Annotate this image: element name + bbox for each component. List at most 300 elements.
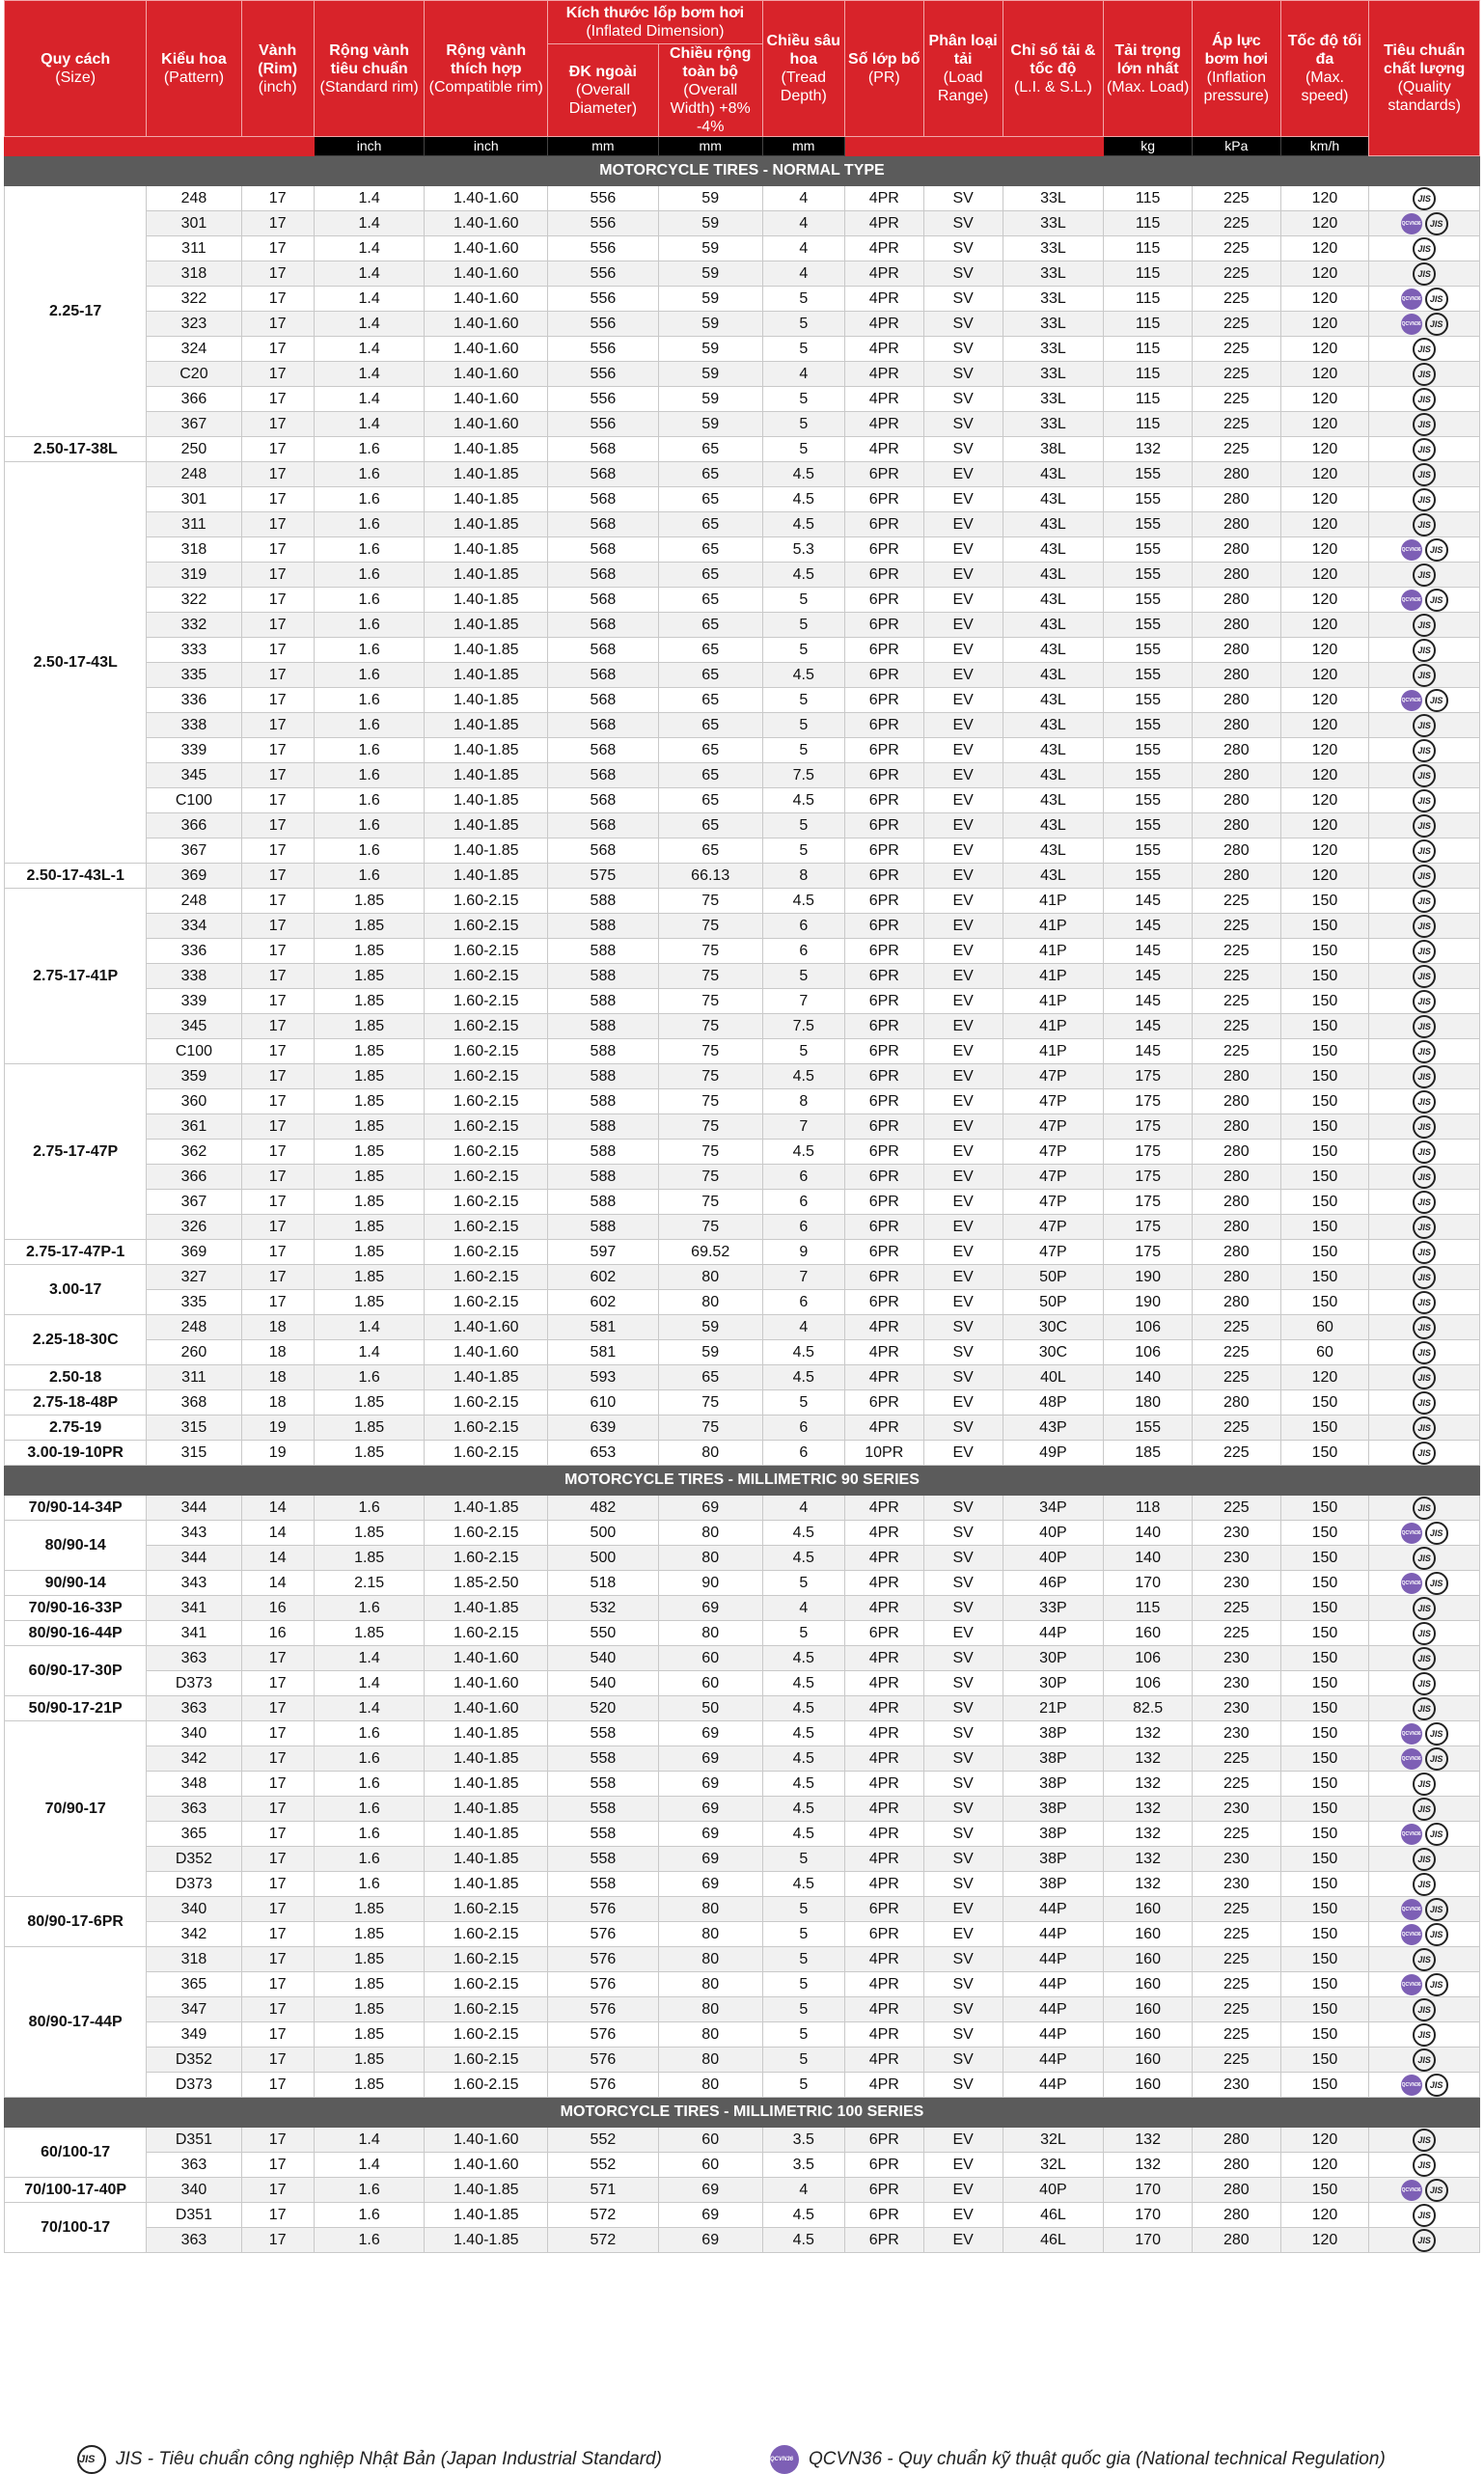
max-speed-cell: 120 <box>1280 236 1369 261</box>
li-sl-cell: 50P <box>1003 1290 1104 1315</box>
compatible-rim-cell: 1.40-1.85 <box>425 763 548 788</box>
rim-cell: 17 <box>241 1215 314 1240</box>
compatible-rim-cell: 1.60-2.15 <box>425 1997 548 2022</box>
tread-depth-cell: 4.5 <box>762 563 844 588</box>
standard-rim-cell: 1.4 <box>314 412 425 437</box>
qcvn-badge-icon: QCVN36 <box>1401 213 1422 234</box>
overall-width-cell: 59 <box>658 412 762 437</box>
ply-cell: 4PR <box>844 1972 923 1997</box>
table-row <box>5 236 1480 261</box>
overall-diameter-cell: 518 <box>548 1571 659 1596</box>
ply-cell: 6PR <box>844 763 923 788</box>
max-speed-cell: 120 <box>1280 437 1369 462</box>
li-sl-cell: 47P <box>1003 1064 1104 1089</box>
li-sl-cell: 41P <box>1003 889 1104 914</box>
standard-rim-cell: 1.4 <box>314 1671 425 1696</box>
max-load-cell: 175 <box>1104 1240 1193 1265</box>
standard-rim-cell: 1.6 <box>314 738 425 763</box>
overall-width-cell: 65 <box>658 813 762 838</box>
jis-badge-icon: JIS <box>1413 1998 1436 2021</box>
ply-cell: 4PR <box>844 211 923 236</box>
pressure-cell: 225 <box>1192 337 1280 362</box>
quality-cell <box>1369 1621 1480 1646</box>
overall-width-cell: 69 <box>658 1797 762 1822</box>
li-sl-cell: 44P <box>1003 2073 1104 2098</box>
max-speed-cell: 120 <box>1280 537 1369 563</box>
compatible-rim-cell: 1.40-1.85 <box>425 1746 548 1772</box>
load-range-cell: SV <box>923 1521 1003 1546</box>
pattern-cell: 363 <box>147 2228 241 2253</box>
ply-cell: 6PR <box>844 462 923 487</box>
rim-cell: 17 <box>241 713 314 738</box>
tread-depth-cell: 4.5 <box>762 663 844 688</box>
ply-cell: 4PR <box>844 2073 923 2098</box>
pattern-cell: 318 <box>147 537 241 563</box>
tread-depth-cell: 4.5 <box>762 512 844 537</box>
overall-width-cell: 59 <box>658 1340 762 1365</box>
ply-cell: 4PR <box>844 1797 923 1822</box>
table-row <box>5 1847 1480 1872</box>
table-row <box>5 1721 1480 1746</box>
pressure-cell: 225 <box>1192 914 1280 939</box>
table-row <box>5 563 1480 588</box>
pattern-cell: 338 <box>147 964 241 989</box>
jis-badge-icon: JIS <box>1413 2154 1436 2177</box>
jis-badge-icon: JIS <box>1425 589 1448 612</box>
max-load-cell: 190 <box>1104 1265 1193 1290</box>
li-sl-cell: 34P <box>1003 1496 1104 1521</box>
max-speed-cell: 150 <box>1280 1872 1369 1897</box>
pressure-cell: 225 <box>1192 211 1280 236</box>
overall-width-cell: 80 <box>658 1621 762 1646</box>
li-sl-cell: 41P <box>1003 939 1104 964</box>
li-sl-cell: 40P <box>1003 1521 1104 1546</box>
max-load-cell: 132 <box>1104 1822 1193 1847</box>
overall-width-cell: 80 <box>658 2073 762 2098</box>
overall-width-cell: 75 <box>658 1190 762 1215</box>
qcvn-badge-icon: QCVN36 <box>1401 1573 1422 1594</box>
max-load-cell: 155 <box>1104 613 1193 638</box>
overall-diameter-cell: 556 <box>548 312 659 337</box>
ply-cell: 4PR <box>844 1847 923 1872</box>
max-load-cell: 160 <box>1104 1972 1193 1997</box>
table-row <box>5 2073 1480 2098</box>
rim-cell: 17 <box>241 1972 314 1997</box>
pressure-cell: 225 <box>1192 1441 1280 1466</box>
pressure-cell: 280 <box>1192 688 1280 713</box>
overall-width-cell: 80 <box>658 1441 762 1466</box>
standard-rim-cell: 1.6 <box>314 613 425 638</box>
standard-rim-cell: 1.85 <box>314 2048 425 2073</box>
load-range-cell: SV <box>923 1646 1003 1671</box>
max-speed-cell: 150 <box>1280 1290 1369 1315</box>
compatible-rim-cell: 1.40-1.85 <box>425 613 548 638</box>
overall-width-cell: 59 <box>658 261 762 287</box>
overall-diameter-cell: 500 <box>548 1521 659 1546</box>
overall-width-cell: 59 <box>658 362 762 387</box>
ply-cell: 6PR <box>844 838 923 864</box>
unit-max-speed: km/h <box>1280 137 1369 156</box>
col-load-range: Phân loại tải (Load Range) <box>923 1 1003 137</box>
pattern-cell: 342 <box>147 1746 241 1772</box>
qcvn-badge-icon: QCVN36 <box>1401 1723 1422 1745</box>
li-sl-cell: 30P <box>1003 1646 1104 1671</box>
compatible-rim-cell: 1.40-1.85 <box>425 1797 548 1822</box>
table-row <box>5 1596 1480 1621</box>
li-sl-cell: 33L <box>1003 261 1104 287</box>
overall-diameter-cell: 568 <box>548 512 659 537</box>
pressure-cell: 280 <box>1192 2203 1280 2228</box>
overall-diameter-cell: 588 <box>548 1140 659 1165</box>
jis-badge-icon: JIS <box>1413 814 1436 838</box>
pattern-cell: 318 <box>147 1947 241 1972</box>
rim-cell: 17 <box>241 1014 314 1039</box>
rim-cell: 17 <box>241 287 314 312</box>
ply-cell: 6PR <box>844 588 923 613</box>
pressure-cell: 280 <box>1192 2153 1280 2178</box>
overall-width-cell: 59 <box>658 236 762 261</box>
pattern-cell: 340 <box>147 1721 241 1746</box>
rim-cell: 17 <box>241 1039 314 1064</box>
overall-diameter-cell: 597 <box>548 1240 659 1265</box>
jis-badge-icon: JIS <box>1413 1090 1436 1113</box>
overall-width-cell: 65 <box>658 613 762 638</box>
max-speed-cell: 150 <box>1280 1746 1369 1772</box>
load-range-cell: EV <box>923 1240 1003 1265</box>
rim-cell: 18 <box>241 1390 314 1416</box>
rim-cell: 17 <box>241 1114 314 1140</box>
size-cell: 2.50-17-43L <box>5 462 147 864</box>
quality-cell <box>1369 1571 1480 1596</box>
max-load-cell: 155 <box>1104 838 1193 864</box>
legend-jis-text: JIS - Tiêu chuẩn công nghiệp Nhật Bản (Japan Industrial Standard) <box>116 2449 662 2469</box>
standard-rim-cell: 1.4 <box>314 1646 425 1671</box>
overall-diameter-cell: 588 <box>548 939 659 964</box>
overall-diameter-cell: 552 <box>548 2128 659 2153</box>
compatible-rim-cell: 1.60-2.15 <box>425 989 548 1014</box>
ply-cell: 4PR <box>844 1772 923 1797</box>
tread-depth-cell: 7.5 <box>762 763 844 788</box>
quality-cell <box>1369 1265 1480 1290</box>
overall-diameter-cell: 588 <box>548 1089 659 1114</box>
compatible-rim-cell: 1.40-1.60 <box>425 337 548 362</box>
qcvn-badge-icon: QCVN36 <box>1401 1523 1422 1544</box>
pressure-cell: 225 <box>1192 312 1280 337</box>
tread-depth-cell: 5 <box>762 412 844 437</box>
max-load-cell: 132 <box>1104 1847 1193 1872</box>
rim-cell: 17 <box>241 1947 314 1972</box>
quality-cell <box>1369 939 1480 964</box>
max-speed-cell: 120 <box>1280 813 1369 838</box>
standard-rim-cell: 1.4 <box>314 211 425 236</box>
overall-diameter-cell: 588 <box>548 1215 659 1240</box>
pressure-cell: 230 <box>1192 1646 1280 1671</box>
standard-rim-cell: 1.85 <box>314 989 425 1014</box>
ply-cell: 4PR <box>844 1315 923 1340</box>
rim-cell: 17 <box>241 462 314 487</box>
max-speed-cell: 150 <box>1280 914 1369 939</box>
overall-diameter-cell: 568 <box>548 437 659 462</box>
pressure-cell: 280 <box>1192 1089 1280 1114</box>
unit-blank <box>241 137 314 156</box>
section-header <box>5 1466 1480 1496</box>
pattern-cell: 363 <box>147 1797 241 1822</box>
load-range-cell: SV <box>923 1822 1003 1847</box>
overall-diameter-cell: 558 <box>548 1721 659 1746</box>
compatible-rim-cell: 1.60-2.15 <box>425 1215 548 1240</box>
rim-cell: 17 <box>241 186 314 211</box>
compatible-rim-cell: 1.40-1.60 <box>425 1646 548 1671</box>
compatible-rim-cell: 1.40-1.85 <box>425 512 548 537</box>
compatible-rim-cell: 1.60-2.15 <box>425 2073 548 2098</box>
pressure-cell: 280 <box>1192 813 1280 838</box>
quality-cell <box>1369 186 1480 211</box>
max-speed-cell: 150 <box>1280 1696 1369 1721</box>
rim-cell: 17 <box>241 763 314 788</box>
col-pattern: Kiểu hoa (Pattern) <box>147 1 241 137</box>
quality-cell <box>1369 437 1480 462</box>
tread-depth-cell: 5 <box>762 813 844 838</box>
overall-width-cell: 80 <box>658 2048 762 2073</box>
li-sl-cell: 44P <box>1003 1922 1104 1947</box>
overall-width-cell: 65 <box>658 512 762 537</box>
pressure-cell: 280 <box>1192 1390 1280 1416</box>
max-speed-cell: 150 <box>1280 939 1369 964</box>
pattern-cell: 322 <box>147 588 241 613</box>
load-range-cell: EV <box>923 663 1003 688</box>
tread-depth-cell: 4.5 <box>762 1140 844 1165</box>
max-load-cell: 160 <box>1104 2073 1193 2098</box>
unit-compatible-rim: inch <box>425 137 548 156</box>
overall-diameter-cell: 588 <box>548 914 659 939</box>
pressure-cell: 225 <box>1192 1922 1280 1947</box>
li-sl-cell: 43L <box>1003 763 1104 788</box>
standard-rim-cell: 1.85 <box>314 889 425 914</box>
pressure-cell: 230 <box>1192 1872 1280 1897</box>
max-speed-cell: 120 <box>1280 412 1369 437</box>
overall-diameter-cell: 610 <box>548 1390 659 1416</box>
compatible-rim-cell: 1.60-2.15 <box>425 1621 548 1646</box>
max-load-cell: 160 <box>1104 1922 1193 1947</box>
unit-pressure: kPa <box>1192 137 1280 156</box>
ply-cell: 4PR <box>844 387 923 412</box>
quality-cell <box>1369 1039 1480 1064</box>
compatible-rim-cell: 1.60-2.15 <box>425 1014 548 1039</box>
max-load-cell: 155 <box>1104 588 1193 613</box>
max-speed-cell: 150 <box>1280 2048 1369 2073</box>
pressure-cell: 225 <box>1192 236 1280 261</box>
ply-cell: 4PR <box>844 1496 923 1521</box>
pressure-cell: 280 <box>1192 1290 1280 1315</box>
standard-rim-cell: 1.6 <box>314 437 425 462</box>
max-load-cell: 115 <box>1104 337 1193 362</box>
rim-cell: 17 <box>241 337 314 362</box>
overall-width-cell: 80 <box>658 1265 762 1290</box>
jis-badge-icon: JIS <box>1413 1697 1436 1720</box>
unit-overall-width: mm <box>658 137 762 156</box>
rim-cell: 18 <box>241 1340 314 1365</box>
pattern-cell: 327 <box>147 1265 241 1290</box>
size-cell: 2.75-17-41P <box>5 889 147 1064</box>
jis-badge-icon: JIS <box>1413 1497 1436 1520</box>
tread-depth-cell: 4.5 <box>762 1546 844 1571</box>
tread-depth-cell: 5 <box>762 2073 844 2098</box>
jis-badge-icon: JIS <box>1413 1442 1436 1465</box>
jis-badge-icon: JIS <box>1413 187 1436 210</box>
overall-width-cell: 75 <box>658 939 762 964</box>
section-header <box>5 156 1480 186</box>
overall-width-cell: 80 <box>658 1897 762 1922</box>
max-load-cell: 155 <box>1104 537 1193 563</box>
li-sl-cell: 21P <box>1003 1696 1104 1721</box>
jis-badge-icon: JIS <box>1413 1216 1436 1239</box>
quality-cell <box>1369 412 1480 437</box>
quality-cell <box>1369 1696 1480 1721</box>
table-row <box>5 1521 1480 1546</box>
overall-diameter-cell: 568 <box>548 763 659 788</box>
max-speed-cell: 150 <box>1280 2022 1369 2048</box>
pressure-cell: 225 <box>1192 1746 1280 1772</box>
table-row <box>5 2022 1480 2048</box>
jis-badge-icon: JIS <box>1425 1898 1448 1921</box>
tread-depth-cell: 5 <box>762 688 844 713</box>
tread-depth-cell: 4.5 <box>762 462 844 487</box>
rim-cell: 17 <box>241 2022 314 2048</box>
overall-width-cell: 65 <box>658 563 762 588</box>
tread-depth-cell: 5 <box>762 588 844 613</box>
pressure-cell: 225 <box>1192 1596 1280 1621</box>
table-row <box>5 211 1480 236</box>
rim-cell: 17 <box>241 1822 314 1847</box>
max-speed-cell: 120 <box>1280 2228 1369 2253</box>
pressure-cell: 225 <box>1192 2048 1280 2073</box>
quality-cell <box>1369 838 1480 864</box>
pressure-cell: 225 <box>1192 1014 1280 1039</box>
overall-width-cell: 75 <box>658 1039 762 1064</box>
overall-diameter-cell: 568 <box>548 487 659 512</box>
li-sl-cell: 43L <box>1003 713 1104 738</box>
tread-depth-cell: 4.5 <box>762 1064 844 1089</box>
rim-cell: 17 <box>241 964 314 989</box>
compatible-rim-cell: 1.40-1.85 <box>425 838 548 864</box>
table-row <box>5 462 1480 487</box>
overall-diameter-cell: 572 <box>548 2203 659 2228</box>
li-sl-cell: 41P <box>1003 964 1104 989</box>
qcvn-badge-icon: QCVN36 <box>1401 1824 1422 1845</box>
max-speed-cell: 120 <box>1280 261 1369 287</box>
standard-rim-cell: 1.4 <box>314 312 425 337</box>
max-speed-cell: 120 <box>1280 186 1369 211</box>
max-speed-cell: 150 <box>1280 1165 1369 1190</box>
quality-cell <box>1369 1365 1480 1390</box>
size-cell: 70/90-16-33P <box>5 1596 147 1621</box>
quality-cell <box>1369 964 1480 989</box>
pattern-cell: C100 <box>147 1039 241 1064</box>
ply-cell: 4PR <box>844 1872 923 1897</box>
max-load-cell: 155 <box>1104 813 1193 838</box>
max-load-cell: 132 <box>1104 1872 1193 1897</box>
ply-cell: 4PR <box>844 1596 923 1621</box>
load-range-cell: SV <box>923 437 1003 462</box>
overall-width-cell: 75 <box>658 889 762 914</box>
size-cell: 2.50-17-43L-1 <box>5 864 147 889</box>
ply-cell: 6PR <box>844 1165 923 1190</box>
compatible-rim-cell: 1.40-1.85 <box>425 1496 548 1521</box>
overall-diameter-cell: 540 <box>548 1646 659 1671</box>
standard-rim-cell: 1.85 <box>314 1546 425 1571</box>
size-cell: 70/90-17 <box>5 1721 147 1897</box>
pressure-cell: 225 <box>1192 1315 1280 1340</box>
load-range-cell: EV <box>923 1064 1003 1089</box>
max-load-cell: 170 <box>1104 2178 1193 2203</box>
pressure-cell: 225 <box>1192 261 1280 287</box>
table-row <box>5 813 1480 838</box>
rim-cell: 17 <box>241 864 314 889</box>
tread-depth-cell: 6 <box>762 1215 844 1240</box>
size-cell: 80/90-17-44P <box>5 1947 147 2098</box>
quality-cell <box>1369 2153 1480 2178</box>
li-sl-cell: 47P <box>1003 1240 1104 1265</box>
max-speed-cell: 150 <box>1280 1671 1369 1696</box>
overall-width-cell: 69 <box>658 1822 762 1847</box>
size-cell: 60/100-17 <box>5 2128 147 2178</box>
pattern-cell: 359 <box>147 1064 241 1089</box>
jis-badge-icon: JIS <box>1425 2074 1448 2097</box>
max-speed-cell: 120 <box>1280 563 1369 588</box>
compatible-rim-cell: 1.60-2.15 <box>425 1240 548 1265</box>
ply-cell: 4PR <box>844 412 923 437</box>
compatible-rim-cell: 1.40-1.85 <box>425 2178 548 2203</box>
load-range-cell: SV <box>923 1671 1003 1696</box>
tread-depth-cell: 5 <box>762 287 844 312</box>
rim-cell: 17 <box>241 588 314 613</box>
max-load-cell: 155 <box>1104 512 1193 537</box>
pattern-cell: 334 <box>147 914 241 939</box>
col-li-sl: Chỉ số tải & tốc độ (L.I. & S.L.) <box>1003 1 1104 137</box>
ply-cell: 4PR <box>844 1671 923 1696</box>
load-range-cell: EV <box>923 638 1003 663</box>
standard-rim-cell: 1.6 <box>314 1797 425 1822</box>
pressure-cell: 230 <box>1192 1671 1280 1696</box>
ply-cell: 4PR <box>844 1546 923 1571</box>
pattern-cell: 361 <box>147 1114 241 1140</box>
load-range-cell: EV <box>923 2128 1003 2153</box>
quality-cell <box>1369 788 1480 813</box>
ply-cell: 6PR <box>844 2178 923 2203</box>
overall-width-cell: 75 <box>658 1140 762 1165</box>
max-load-cell: 175 <box>1104 1114 1193 1140</box>
pattern-cell: 315 <box>147 1441 241 1466</box>
tread-depth-cell: 5 <box>762 2048 844 2073</box>
li-sl-cell: 44P <box>1003 1997 1104 2022</box>
overall-diameter-cell: 568 <box>548 688 659 713</box>
overall-width-cell: 65 <box>658 437 762 462</box>
pattern-cell: 365 <box>147 1972 241 1997</box>
max-load-cell: 145 <box>1104 914 1193 939</box>
tread-depth-cell: 5 <box>762 1947 844 1972</box>
overall-width-cell: 80 <box>658 2022 762 2048</box>
quality-cell <box>1369 1240 1480 1265</box>
max-load-cell: 115 <box>1104 1596 1193 1621</box>
overall-diameter-cell: 576 <box>548 1997 659 2022</box>
max-load-cell: 115 <box>1104 261 1193 287</box>
max-load-cell: 115 <box>1104 362 1193 387</box>
table-row <box>5 738 1480 763</box>
compatible-rim-cell: 1.40-1.85 <box>425 788 548 813</box>
load-range-cell: EV <box>923 1190 1003 1215</box>
jis-badge-icon: JIS <box>1413 839 1436 863</box>
li-sl-cell: 47P <box>1003 1114 1104 1140</box>
